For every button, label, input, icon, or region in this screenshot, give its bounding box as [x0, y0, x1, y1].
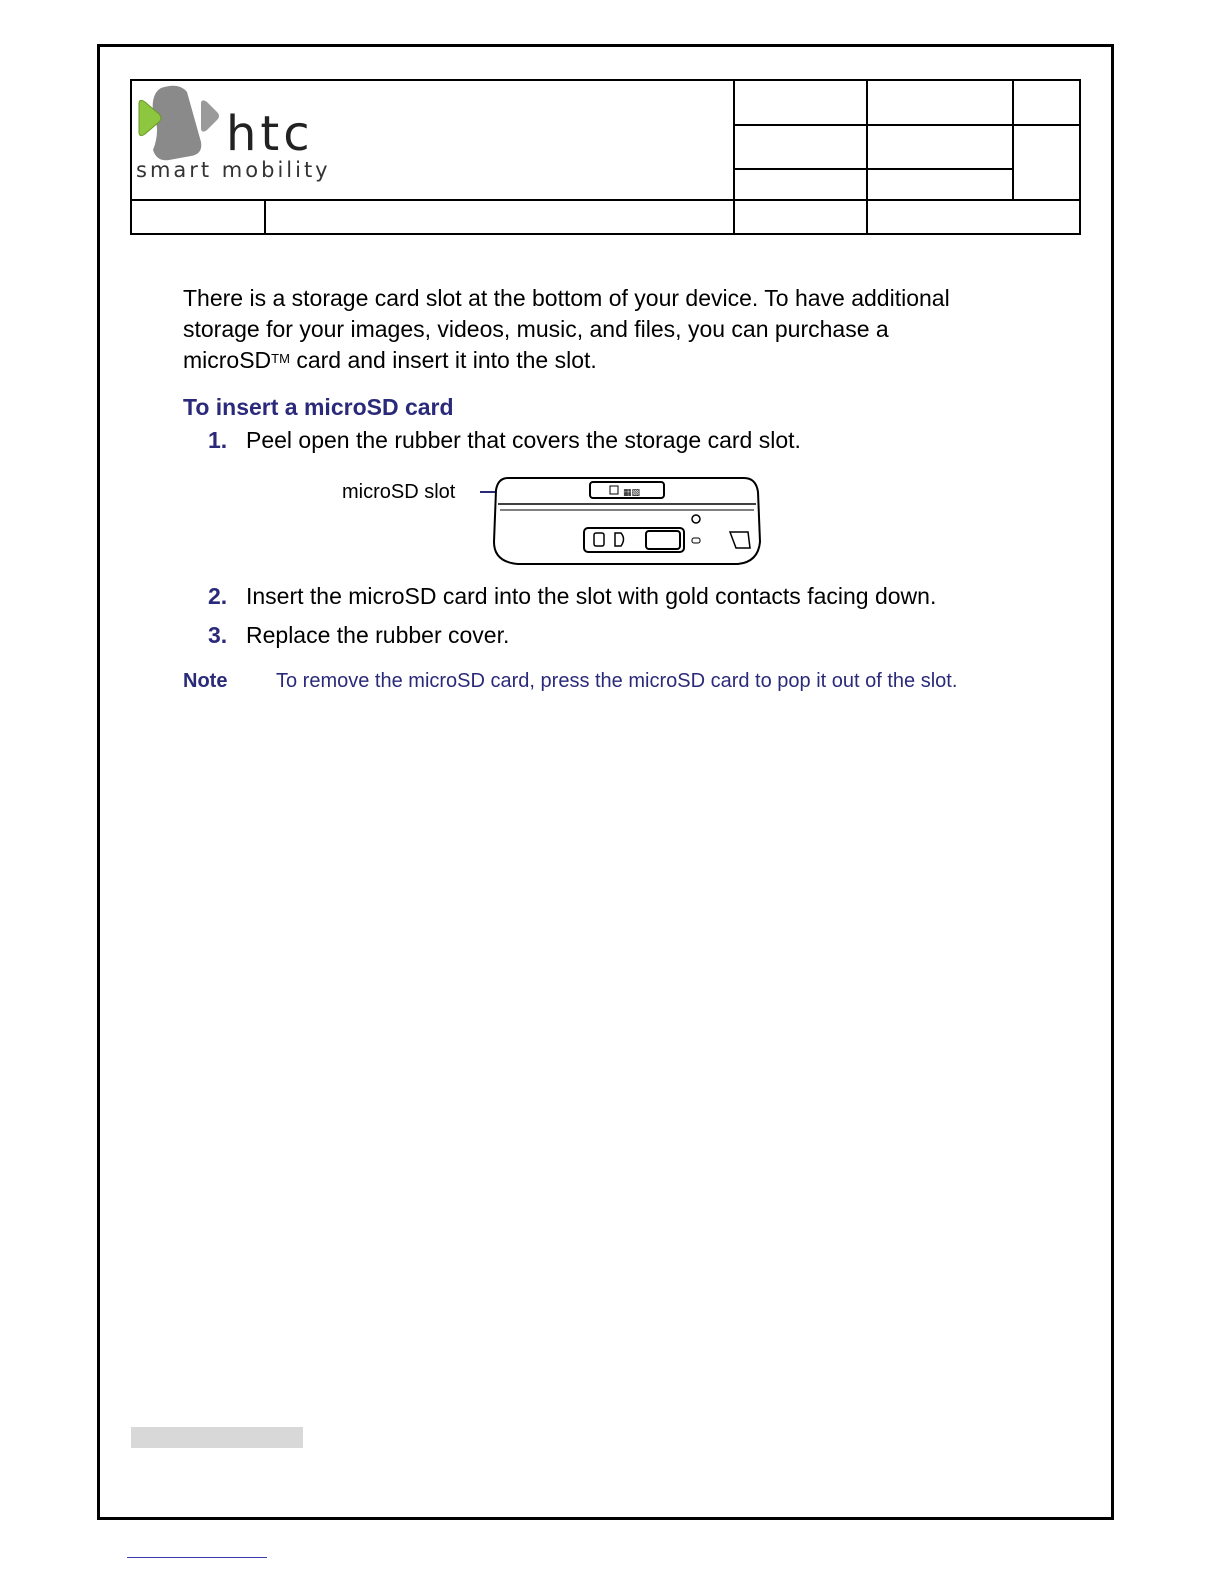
- device-hole: [692, 515, 700, 523]
- step-2: [208, 581, 936, 612]
- logo-wordmark: htc: [226, 106, 314, 162]
- step-3-number: 3.: [208, 622, 228, 648]
- note-label: Note: [183, 670, 228, 692]
- usb-port: [646, 531, 680, 549]
- device-bottom-illustration: [478, 470, 768, 570]
- port-1: [594, 533, 604, 546]
- step-3: [208, 620, 509, 651]
- intro-line-2: storage for your images, videos, music, and files, you can purchase a: [183, 316, 889, 342]
- trademark-mark: TM: [271, 351, 290, 366]
- port-2: [615, 533, 624, 546]
- step-1-text: Peel open the rubber that covers the storage card slot.: [246, 427, 801, 453]
- step-2-number: 2.: [208, 583, 228, 609]
- footer-gray-bar: [131, 1427, 303, 1448]
- logo-gray-shape: [153, 86, 202, 161]
- logo-gray-arrow: [201, 100, 219, 131]
- step-1-number: 1.: [208, 427, 228, 453]
- page-frame: [97, 44, 1114, 1520]
- intro-line-1: There is a storage card slot at the bottom of your device. To have additional: [183, 285, 950, 311]
- step-2-text: Insert the microSD card into the slot with gold contacts facing down.: [246, 583, 937, 609]
- microsd-term: microSD: [183, 347, 272, 373]
- intro-line-3-rest: card and insert it into the slot.: [289, 347, 597, 373]
- led-indicator: [692, 538, 700, 543]
- logo-tagline: smart mobility: [136, 158, 331, 182]
- slot-glyph: ▦▧: [623, 488, 641, 498]
- step-1: [208, 425, 801, 456]
- step-3-text: Replace the rubber cover.: [246, 622, 510, 648]
- figure-callout-label: microSD slot: [342, 481, 456, 503]
- intro-line-3: [183, 345, 1043, 376]
- bottom-link-underline: [127, 1557, 267, 1558]
- note-text: To remove the microSD card, press the microSD card to pop it out of the slot.: [276, 670, 958, 692]
- intro-paragraph: [183, 283, 1043, 376]
- section-heading: To insert a microSD card: [183, 394, 454, 420]
